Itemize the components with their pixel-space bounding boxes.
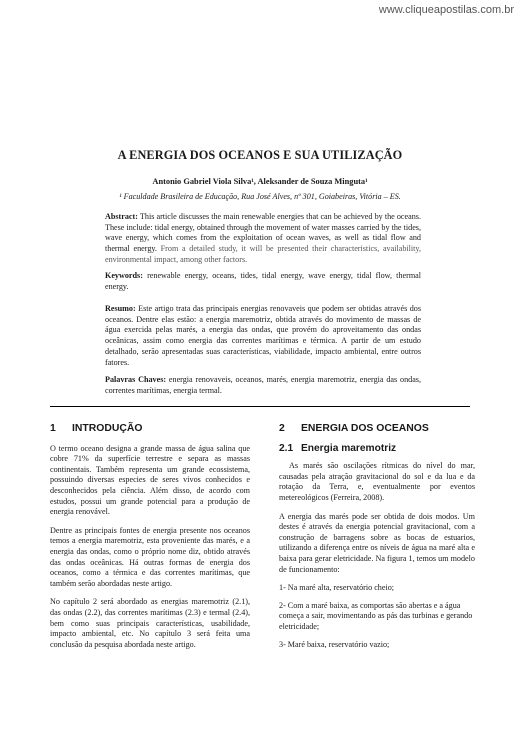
left-column: [50, 424, 250, 658]
keywords-label: Keywords:: [105, 271, 143, 280]
section-2-number: 2: [279, 423, 285, 434]
subsection-2-1-number: 2.1: [279, 442, 294, 454]
palavras-label: Palavras Chaves:: [105, 375, 167, 384]
abstract: [105, 212, 421, 266]
affiliation: ¹ Faculdade Brasileira de Educação, Rua José Alves, nº 301, Goiabeiras, Vitória – ES.: [119, 192, 401, 201]
watermark[interactable]: www.cliqueapostilas.com.br: [378, 4, 514, 16]
right-column: [279, 424, 475, 657]
keywords-text: renewable energy, oceans, tides, tidal energy, wave energy, tidal flow, thermal energy.: [105, 271, 421, 291]
resumo-label: Resumo:: [105, 304, 136, 313]
section-1-heading: [50, 424, 250, 435]
subsection-2-1-title: Energia maremotriz: [301, 442, 397, 454]
intro-paragraph-2: Dentre as principais fontes de energia presente nos oceanos temos a energia maremotriz, esta proveniente das marés, e a energia das ondas, como o próprio nome diz, obtido através das ondas oceânicas. Há outras formas de energia dos oceanos, como a térmica e das correntes marítimas, que também serão abordadas neste artigo.: [50, 525, 250, 588]
section-1-title: INTRODUÇÃO: [72, 423, 143, 434]
section-1-number: 1: [50, 423, 56, 434]
subsection-2-1-heading: [279, 444, 475, 455]
paper-title: A ENERGIA DOS OCEANOS E SUA UTILIZAÇÃO: [117, 148, 403, 162]
abstract-label: Abstract:: [105, 212, 138, 221]
intro-paragraph-1: O termo oceano designa a grande massa de água salina que cobre 71% da superfície terrestre e separa as massas continentais. Também representa um grande ecossistema, possuindo diversas especies de seres vivos conhecidos e desconhecidos pela ciência. Além disso, de acordo com estudos, possui um grande potencial para a produção de energia renovável.: [50, 443, 250, 517]
mares-paragraph-1: As marés são oscilações rítmicas do nível do mar, causadas pela atração gravitacional do sol e da lua e da rotação da Terra, e, eventualmente por eventos metereológicos (Ferreira, 2008).: [279, 461, 475, 502]
resumo-text: Este artigo trata das principais energias renovaveis que podem ser obtidas através dos oceanos. Dentre elas estão: a energia maremotriz, obtida através do movimento de massas de água exercida pelas marés, a energia das ondas, que provém do aproveitamento das ondas oceânicas, assim como energia das correntes marítimas e térmica. A partir de um estudo detalhado, serão apresentadas suas características, viabilidade, impacto ambiental, entre outros fatores.: [105, 304, 421, 367]
resumo: [105, 304, 421, 368]
mares-paragraph-2: A energia das marés pode ser obtida de dois modos. Um destes é através da energia potencial gravitacional, com a construção de barragens sobre as bocas de estuarios, utilizando a diferença entre os níveis de água na maré alta e baixa para gerar eletricidade. Na figura 1, temos um modelo de funcionamento:: [279, 511, 475, 574]
section-2-title: ENERGIA DOS OCEANOS: [301, 423, 429, 434]
intro-paragraph-3: No capítulo 2 será abordado as energias maremotriz (2.1), das ondas (2.2), das correntes marítimas (2.3) e termal (2.4), bem como suas principais características, usabilidade, impacto ambiental, etc. No capítulo 3 será feita uma conclusão da pesquisa abordada neste artigo.: [50, 597, 250, 649]
list-item: 1- Na maré alta, reservatório cheio;: [279, 583, 395, 593]
abstract-text: This article discusses the main renewable energies that can be achieved by the oceans. These include: tidal energy, obtained through the movement of water masses carried by the tides, wave energy, which comes from the exploitation of ocean waves, as well as tidal flow and thermal energy.: [105, 212, 421, 254]
list-item: 2- Com a maré baixa, as comportas são abertas e a água começa a sair, movimentando as pás das turbinas e gerando eletricidade;: [279, 600, 473, 631]
list-item: 3- Maré baixa, reservatório vazio;: [279, 639, 390, 649]
palavras-chave: [105, 375, 421, 396]
palavras-text: energia renovaveis, oceanos, marés, energia maremotriz, energia das ondas, correntes marítimas, energia termal.: [105, 375, 421, 395]
section-divider: [50, 406, 470, 407]
authors: Antonio Gabriel Viola Silva¹, Aleksander de Souza Minguta¹: [152, 177, 368, 186]
keywords: [105, 271, 421, 292]
section-2-heading: [279, 424, 475, 435]
abstract-text-tail: From a detailed study, it will be presented their characteristics, availability, environmental impact, among other factors.: [105, 244, 421, 264]
